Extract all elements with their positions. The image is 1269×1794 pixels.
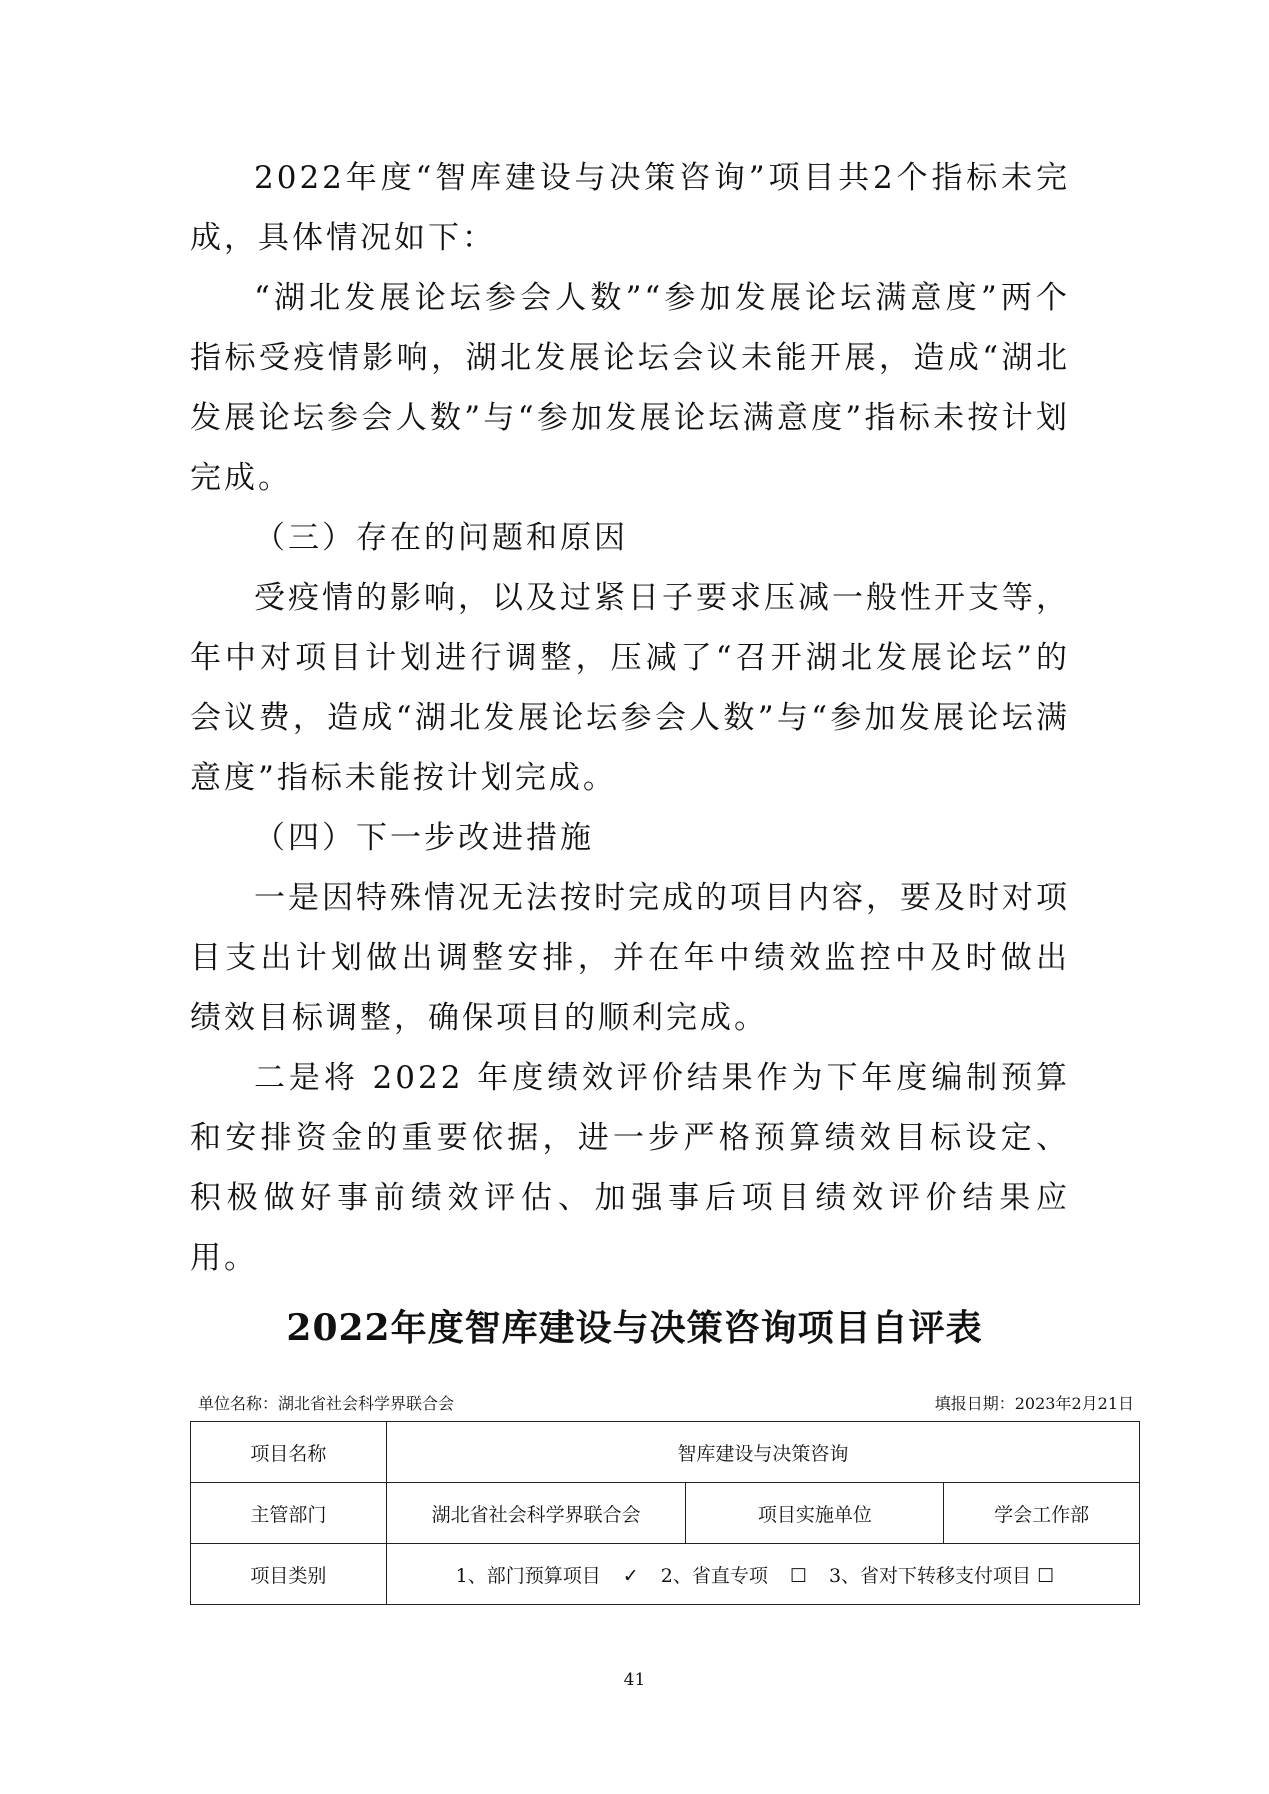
impl-unit-label: 项目实施单位 (686, 1483, 944, 1544)
paragraph-measure-two: 二是将 2022 年度绩效评价结果作为下年度编制预算和安排资金的重要依据，进一步严格预算绩效目标设定、积极做好事前绩效评估、加强事后项目绩效评价结果应用。 (190, 1060, 1070, 1276)
table-row (191, 1483, 1140, 1544)
self-evaluation-table (190, 1421, 1140, 1605)
heading-problems-causes: （三）存在的问题和原因 (254, 520, 628, 556)
fill-date: 填报日期：2023年2月21日 (934, 1394, 1134, 1413)
category-option-transfer (829, 1561, 1054, 1588)
form-title: 2022年度智库建设与决策咨询项目自评表 (286, 1307, 983, 1349)
category-option-label: 2、省直专项 (660, 1564, 768, 1587)
project-name-label: 项目名称 (191, 1422, 387, 1483)
heading-improvement-measures: （四）下一步改进措施 (254, 820, 594, 856)
checkbox-empty-icon: ☐ (789, 1564, 807, 1587)
table-row (191, 1422, 1140, 1483)
category-label: 项目类别 (191, 1544, 387, 1605)
dept-label: 主管部门 (191, 1483, 387, 1544)
paragraph-forum-impact: “湖北发展论坛参会人数”“参加发展论坛满意度”两个指标受疫情影响，湖北发展论坛会议未能开展，造成“湖北发展论坛参会人数”与“参加发展论坛满意度”指标未按计划完成。 (190, 280, 1070, 496)
category-option-dept-budget (456, 1561, 639, 1588)
paragraph-measure-one: 一是因特殊情况无法按时完成的项目内容，要及时对项目支出计划做出调整安排，并在年中绩效监控中及时做出绩效目标调整，确保项目的顺利完成。 (190, 880, 1070, 1036)
category-option-label: 3、省对下转移支付项目 (828, 1564, 1032, 1587)
paragraph-problems-causes: 受疫情的影响，以及过紧日子要求压减一般性开支等，年中对项目计划进行调整，压减了“召开湖北发展论坛”的会议费，造成“湖北发展论坛参会人数”与“参加发展论坛满意度”指标未能按计划完成。 (190, 580, 1070, 796)
unit-name: 单位名称：湖北省社会科学界联合会 (198, 1394, 455, 1413)
category-options (386, 1544, 1139, 1605)
category-option-provincial (661, 1561, 807, 1588)
check-icon: ✓ (622, 1564, 639, 1587)
checkbox-empty-icon: ☐ (1037, 1564, 1055, 1587)
table-row (191, 1544, 1140, 1605)
dept-value: 湖北省社会科学界联合会 (386, 1483, 686, 1544)
category-option-label: 1、部门预算项目 (455, 1564, 601, 1587)
project-name-value: 智库建设与决策咨询 (386, 1422, 1139, 1483)
body-text (190, 148, 1070, 1288)
form-meta-row (198, 1391, 1134, 1414)
page-number: 41 (623, 1670, 646, 1690)
paragraph-incomplete-indicators: 2022年度“智库建设与决策咨询”项目共2个指标未完成，具体情况如下： (190, 160, 1070, 256)
impl-unit-value: 学会工作部 (944, 1483, 1140, 1544)
